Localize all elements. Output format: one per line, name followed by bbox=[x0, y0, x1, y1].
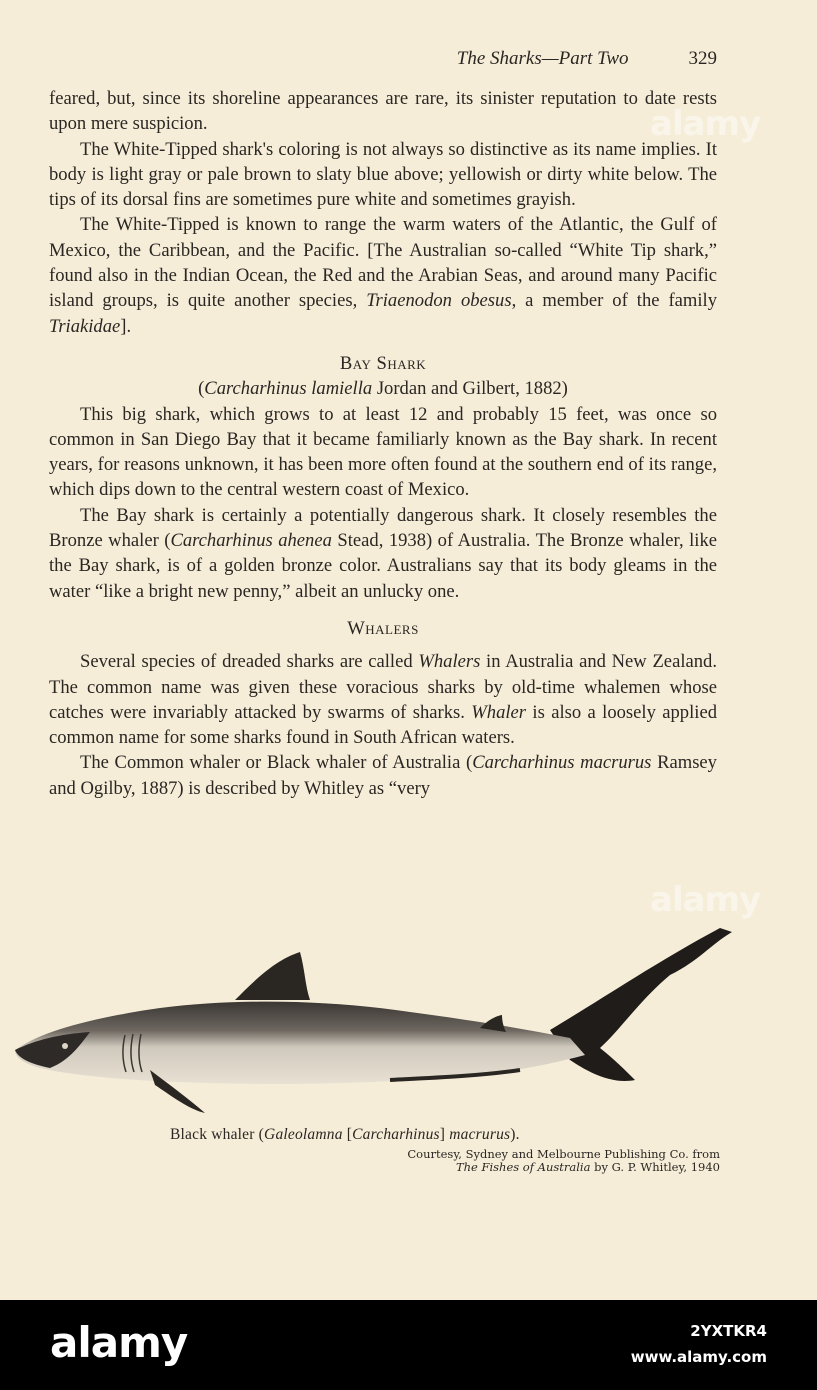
figure-credit: Courtesy, Sydney and Melbourne Publishing Co. from The Fishes of Australia by G. P. Whitley, 1940 bbox=[407, 1147, 720, 1174]
section-subheading: (Carcharhinus lamiella Jordan and Gilbert, 1882) bbox=[198, 378, 568, 400]
paragraph: The Common whaler or Black whaler of Australia (Carcharhinus macrurus Ramsey and Ogilby, 1887) is described by Whitley as “very bbox=[49, 752, 717, 799]
paragraph: This big shark, which grows to at least 12 and probably 15 feet, was once so common in San Diego Bay that it became familiarly known as the Bay shark. In recent years, for reasons unknown, it has been more often found at the southern end of its range, which dips down to the central western coast of Mexico. bbox=[49, 403, 717, 501]
footer-url: www.alamy.com bbox=[630, 1348, 767, 1366]
page-number: 329 bbox=[688, 48, 717, 69]
paragraph: The White-Tipped shark's coloring is not always so distinctive as its name implies. It body is light gray or pale brown to slaty blue above; yellowish or dirty white below. The tips of its dorsal fins are sometimes pure white and sometimes grayish. bbox=[49, 138, 717, 211]
running-head bbox=[49, 48, 717, 70]
alamy-logo: alamy bbox=[50, 1318, 188, 1367]
figure-caption: Black whaler (Galeolamna [Carcharhinus] macrurus). bbox=[170, 1126, 520, 1143]
stock-footer-bar bbox=[0, 1300, 817, 1390]
body-text bbox=[49, 86, 717, 801]
section-heading-bay-shark: Bay Shark bbox=[339, 352, 427, 374]
paragraph: feared, but, since its shoreline appearances are rare, its sinister reputation to date rests upon mere suspicion. bbox=[49, 88, 717, 135]
paragraph: Several species of dreaded sharks are called Whalers in Australia and New Zealand. The common name was given these voracious sharks by old-time whalemen whose catches were invariably attacked by swarms of sharks. Whaler is also a loosely applied common name for some sharks found in South African waters. bbox=[49, 651, 717, 749]
watermark: alamy bbox=[650, 104, 761, 144]
image-code: 2YXTKR4 bbox=[690, 1322, 767, 1340]
shark-illustration bbox=[10, 920, 740, 1125]
running-title: The Sharks—Part Two bbox=[456, 48, 629, 69]
paragraph: The Bay shark is certainly a potentially dangerous shark. It closely resembles the Bronze whaler (Carcharhinus ahenea Stead, 1938) of Australia. The Bronze whaler, like the Bay shark, is of a golden bronze color. Australians say that its body gleams in the water “like a bright new penny,” albeit an unlucky one. bbox=[49, 504, 717, 602]
section-heading-whalers: Whalers bbox=[347, 617, 419, 639]
watermark: alamy bbox=[650, 880, 761, 920]
paragraph: The White-Tipped is known to range the warm waters of the Atlantic, the Gulf of Mexico, the Caribbean, and the Pacific. [The Australian so-called “White Tip shark,” found also in the Indian Ocean, the Red and the Arabian Seas, and around many Pacific island groups, is quite another species, Triaenodon obesus, a member of the family Triakidae]. bbox=[49, 214, 718, 337]
